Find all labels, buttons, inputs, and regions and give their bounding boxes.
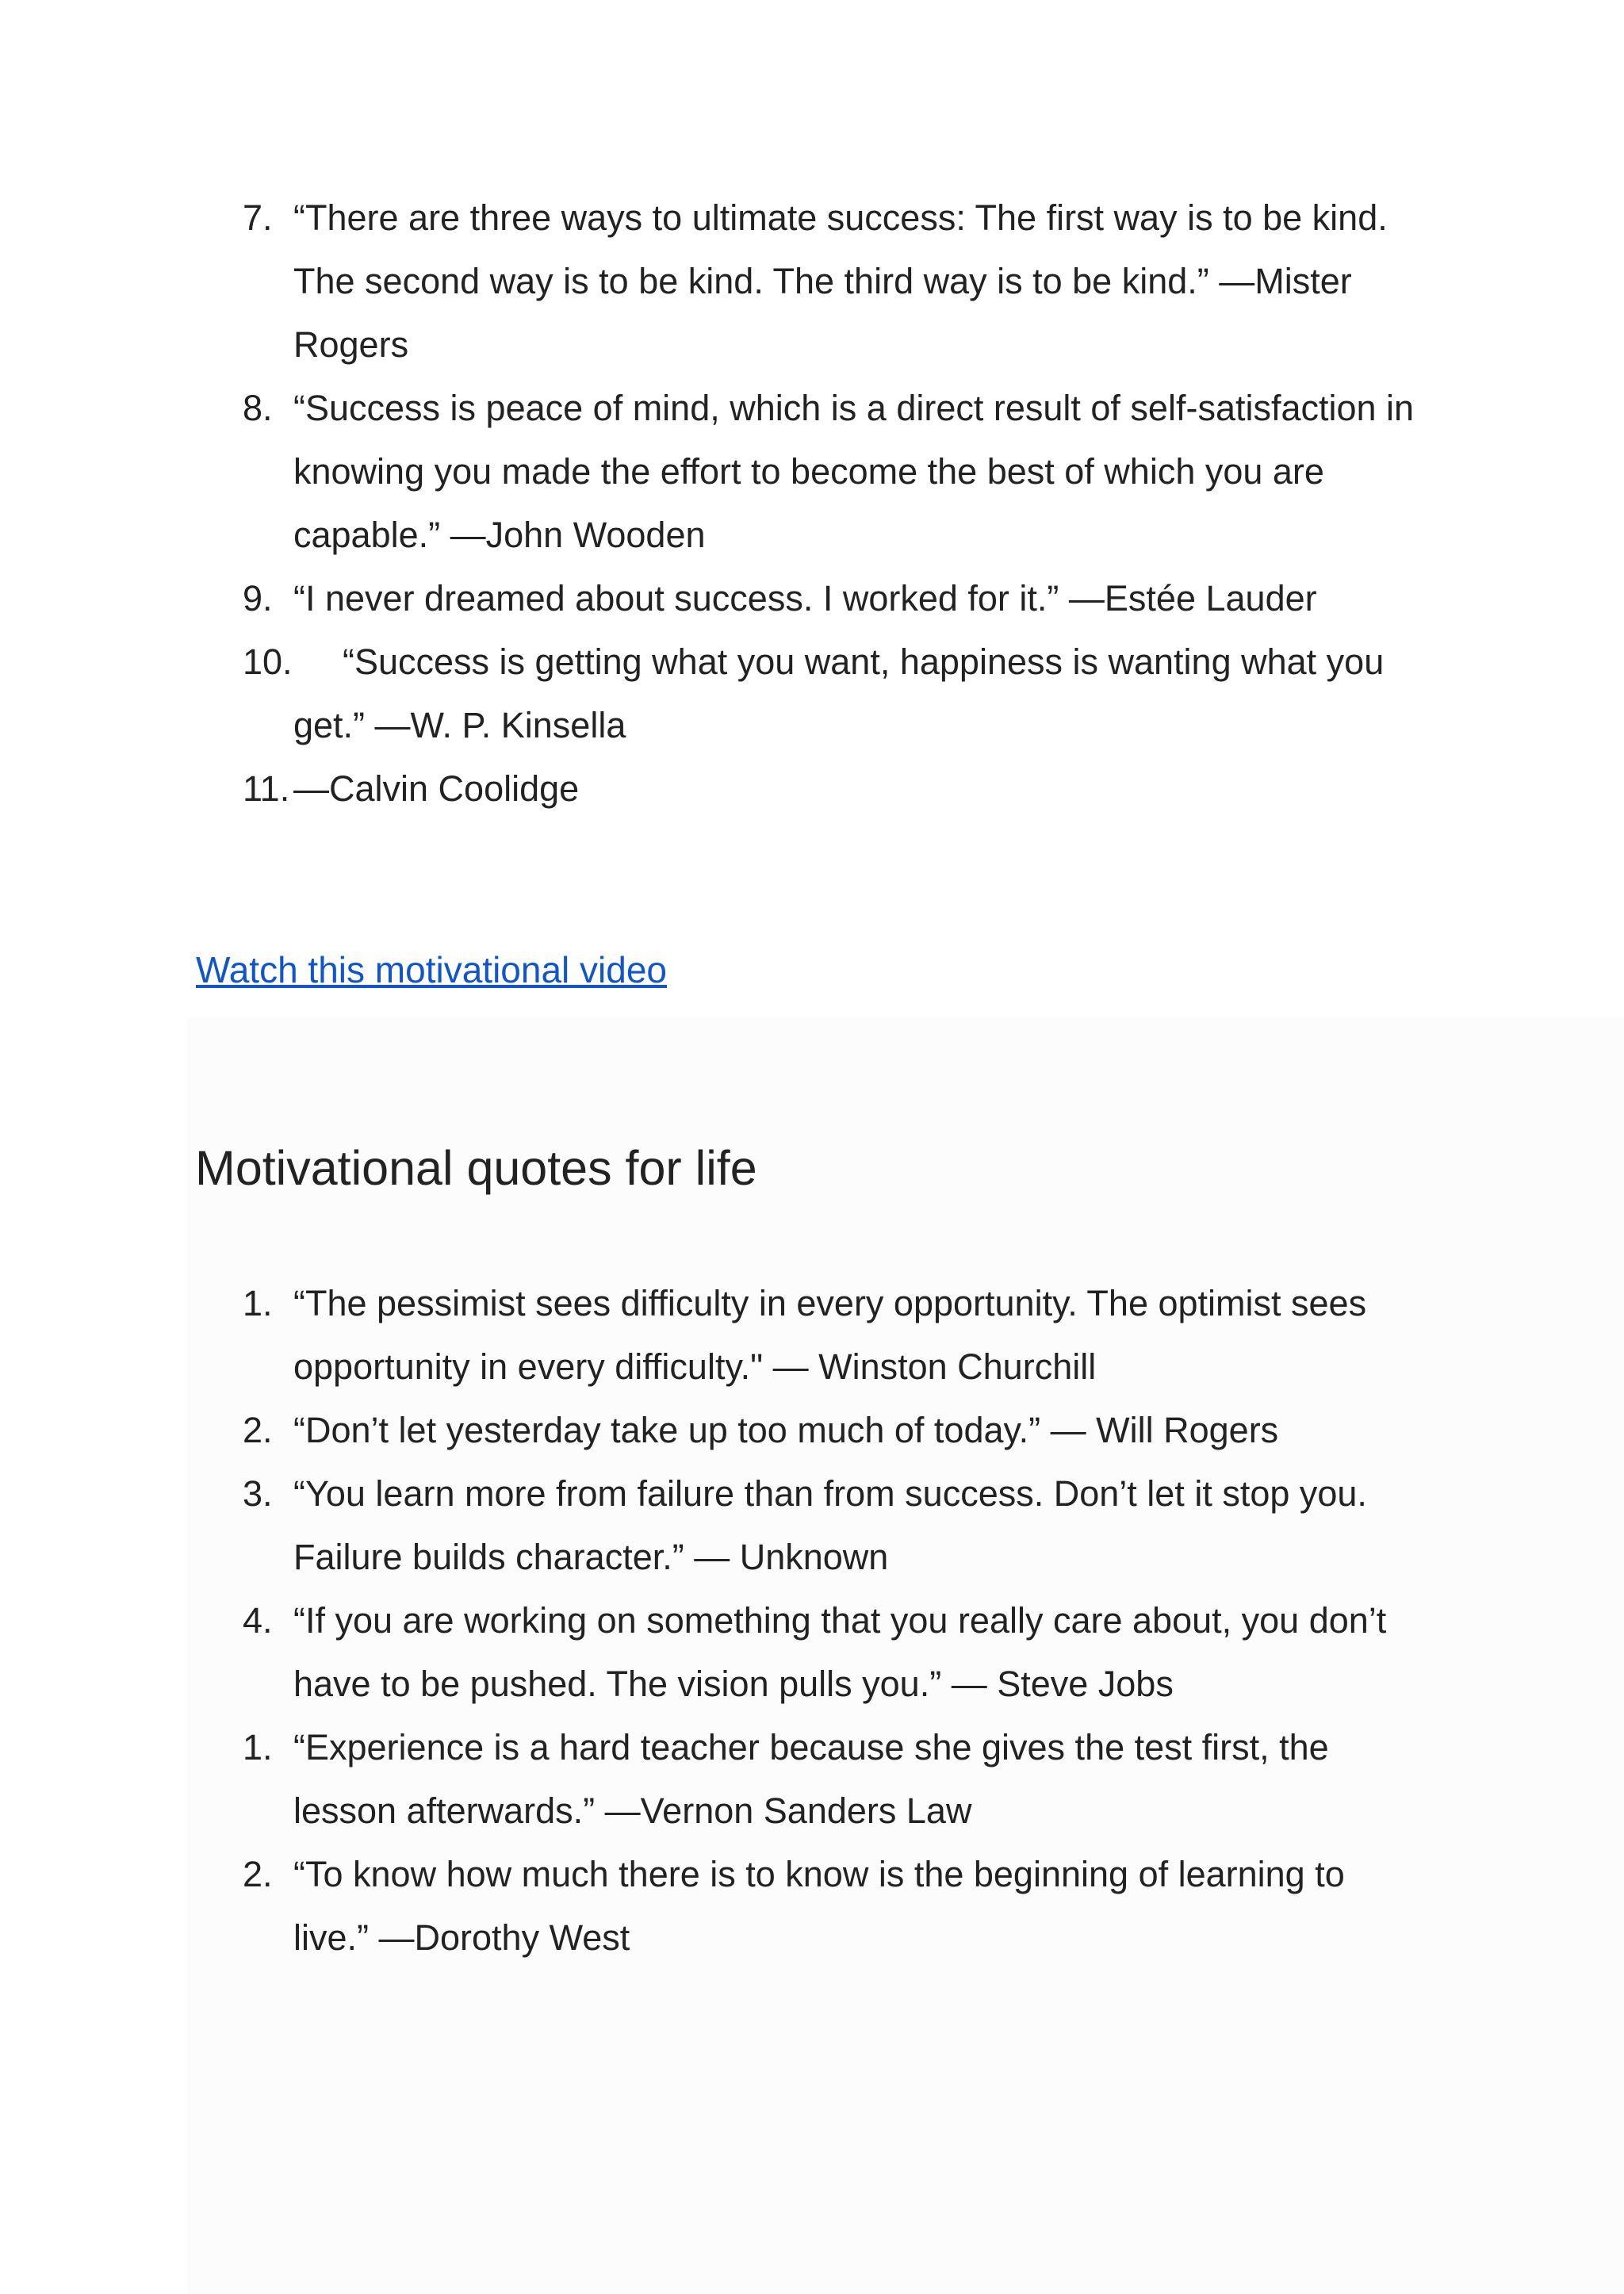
list-number: 3.: [243, 1473, 273, 1514]
quote-text: “Success is peace of mind, which is a direct result of self-satisfaction in knowing you made the effort to become the best of which you are capable.” —John Wooden: [293, 388, 1415, 555]
quote-text: —Calvin Coolidge: [293, 768, 580, 809]
life-quotes-list: [0, 1272, 1419, 1970]
list-number: 8.: [243, 388, 273, 428]
quote-text: “There are three ways to ultimate success: The first way is to be kind. The second way is to be kind. The third way is to be kind.” —Mister Rogers: [293, 197, 1388, 365]
list-item: [0, 186, 1419, 377]
list-item: [0, 377, 1419, 567]
list-item: [0, 567, 1419, 630]
list-number: 7.: [243, 197, 273, 238]
list-item: [0, 1399, 1419, 1462]
list-number: 1.: [243, 1283, 273, 1323]
list-number: 11.: [243, 768, 290, 809]
quote-text: “I never dreamed about success. I worked for it.” —Estée Lauder: [293, 578, 1317, 618]
quote-text: “Success is getting what you want, happiness is wanting what you get.” —W. P. Kinsella: [293, 641, 1385, 745]
list-number: 2.: [243, 1410, 273, 1450]
list-number: 2.: [243, 1854, 273, 1894]
list-item: [0, 757, 1419, 821]
list-item: [0, 1716, 1419, 1843]
list-number: 1.: [243, 1727, 273, 1767]
list-item: [0, 1462, 1419, 1589]
quote-text: “You learn more from failure than from success. Don’t let it stop you. Failure builds character.” — Unknown: [293, 1473, 1367, 1577]
list-item: [0, 1843, 1419, 1970]
list-item: [0, 1272, 1419, 1399]
quote-text: “Don’t let yesterday take up too much of today.” — Will Rogers: [293, 1410, 1279, 1450]
quote-text: “To know how much there is to know is the beginning of learning to live.” —Dorothy West: [293, 1854, 1345, 1958]
success-quotes-list: [0, 186, 1419, 821]
list-item: [0, 1589, 1419, 1716]
list-number: 9.: [243, 578, 273, 618]
quote-text: “The pessimist sees difficulty in every opportunity. The optimist sees opportunity in every difficulty." — Winston Churchill: [293, 1283, 1367, 1387]
list-number: 10.: [243, 641, 293, 682]
motivational-video-link[interactable]: Watch this motivational video: [196, 949, 668, 990]
list-number: 4.: [243, 1600, 273, 1641]
quote-text: “If you are working on something that you really care about, you don’t have to be pushed. The vision pulls you.” — Steve Jobs: [293, 1600, 1387, 1704]
quote-text: “Experience is a hard teacher because she gives the test first, the lesson afterwards.” —Vernon Sanders Law: [293, 1727, 1329, 1831]
list-item: [0, 630, 1419, 757]
section-heading: Motivational quotes for life: [195, 1141, 757, 1195]
